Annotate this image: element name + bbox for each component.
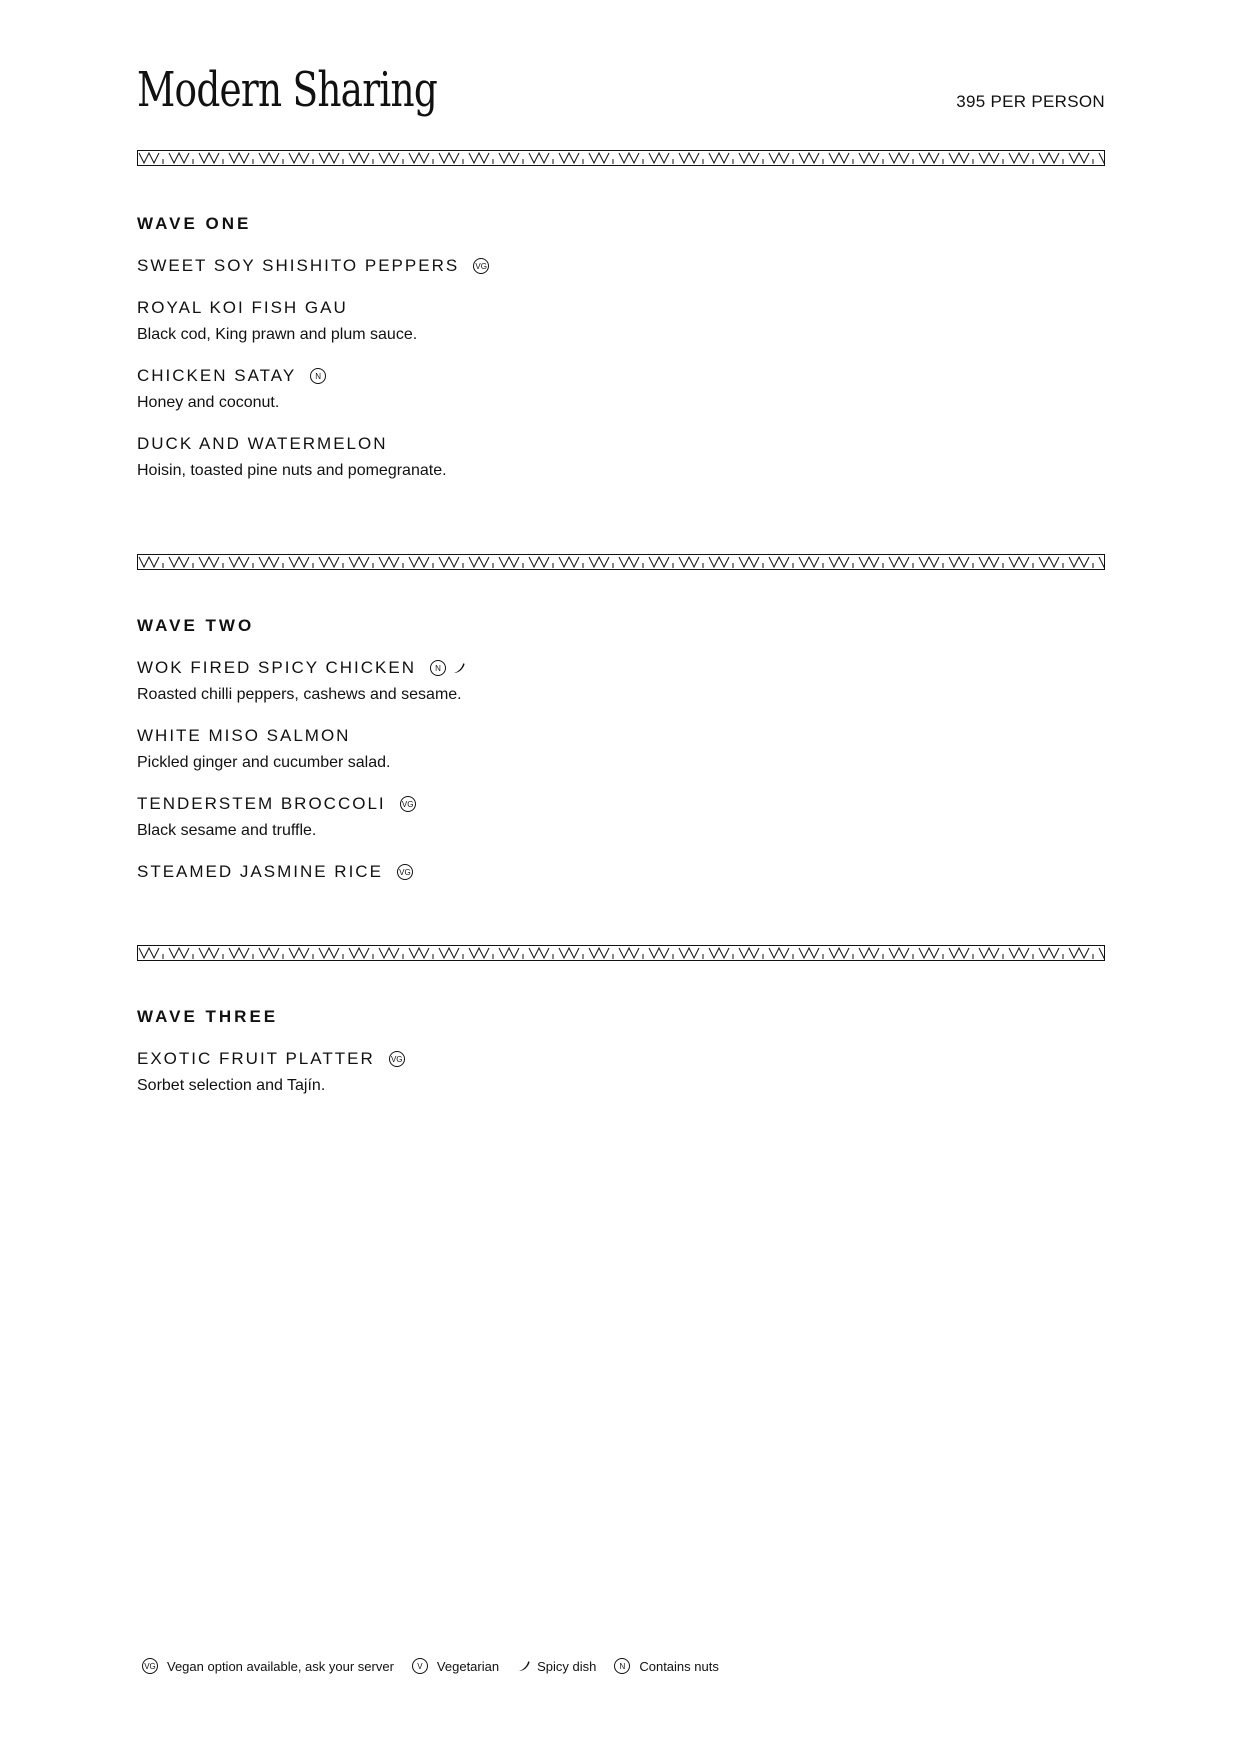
menu-item-title: EXOTIC FRUIT PLATTER [137, 1049, 375, 1068]
wave-two-section [137, 616, 837, 882]
wave-heading: WAVE THREE [137, 1007, 279, 1026]
menu-title: Modern Sharing [137, 62, 438, 118]
menu-item [137, 298, 837, 344]
pattern-divider [137, 945, 1105, 961]
vegetarian-icon: V [412, 1658, 428, 1674]
wave-one-section [137, 214, 837, 480]
menu-item [137, 726, 837, 772]
menu-item-description: Hoisin, toasted pine nuts and pomegranate. [137, 462, 447, 479]
legend-spicy [517, 1659, 596, 1674]
legend-spicy-label: Spicy dish [537, 1658, 597, 1674]
menu-item-title: SWEET SOY SHISHITO PEPPERS [137, 256, 460, 275]
menu-item-name [137, 726, 350, 746]
menu-item-title: STEAMED JASMINE RICE [137, 862, 383, 881]
wave-three-section [137, 1007, 837, 1095]
menu-item-name [137, 298, 348, 318]
legend-vegetarian-label: Vegetarian [436, 1658, 500, 1674]
menu-item-title: ROYAL KOI FISH GAU [137, 298, 348, 317]
menu-item-title: CHICKEN SATAY [137, 366, 297, 385]
menu-item-description: Honey and coconut. [137, 394, 280, 411]
menu-item-name [137, 434, 388, 454]
menu-item-name [137, 794, 416, 814]
legend-nuts [614, 1658, 719, 1674]
menu-header [137, 62, 1105, 132]
menu-item-description: Sorbet selection and Tajín. [137, 1077, 326, 1094]
menu-item-name [137, 1049, 405, 1069]
pattern-divider [137, 150, 1105, 166]
menu-item-name [137, 862, 413, 882]
legend-vegetarian [412, 1658, 499, 1674]
menu-price: 395 PER PERSON [956, 92, 1105, 111]
menu-item [137, 658, 837, 704]
menu-item [137, 862, 837, 882]
menu-item [137, 1049, 837, 1095]
legend-nuts-label: Contains nuts [639, 1658, 719, 1674]
nuts-icon: N [310, 368, 326, 384]
menu-item-description: Black sesame and truffle. [137, 822, 317, 839]
menu-item-title: WOK FIRED SPICY CHICKEN [137, 658, 416, 677]
vegan-option-icon: VG [389, 1051, 405, 1067]
dietary-legend [142, 1658, 737, 1674]
vegan-option-icon: VG [473, 258, 489, 274]
menu-item [137, 794, 837, 840]
wave-heading: WAVE ONE [137, 214, 252, 233]
vegan-option-icon: VG [397, 864, 413, 880]
menu-item-description: Pickled ginger and cucumber salad. [137, 754, 391, 771]
menu-item [137, 434, 837, 480]
menu-item-title: DUCK AND WATERMELON [137, 434, 388, 453]
menu-item-description: Black cod, King prawn and plum sauce. [137, 326, 418, 343]
legend-vegan-option-label: Vegan option available, ask your server [167, 1658, 394, 1674]
nuts-icon: N [614, 1658, 630, 1674]
vegan-option-icon: VG [400, 796, 416, 812]
menu-item-name [137, 256, 489, 276]
vegan-option-icon: VG [142, 1658, 158, 1674]
menu-item [137, 366, 837, 412]
chilli-icon [452, 661, 466, 675]
menu-item-name [137, 366, 326, 386]
menu-item-title: TENDERSTEM BROCCOLI [137, 794, 386, 813]
menu-item-name [137, 658, 466, 678]
menu-item-description: Roasted chilli peppers, cashews and sesame. [137, 686, 462, 703]
chilli-icon [517, 1659, 531, 1673]
menu-item-title: WHITE MISO SALMON [137, 726, 351, 745]
wave-heading: WAVE TWO [137, 616, 255, 635]
legend-vegan-option [142, 1658, 394, 1674]
pattern-divider [137, 554, 1105, 570]
nuts-icon: N [430, 660, 446, 676]
menu-item [137, 256, 837, 276]
